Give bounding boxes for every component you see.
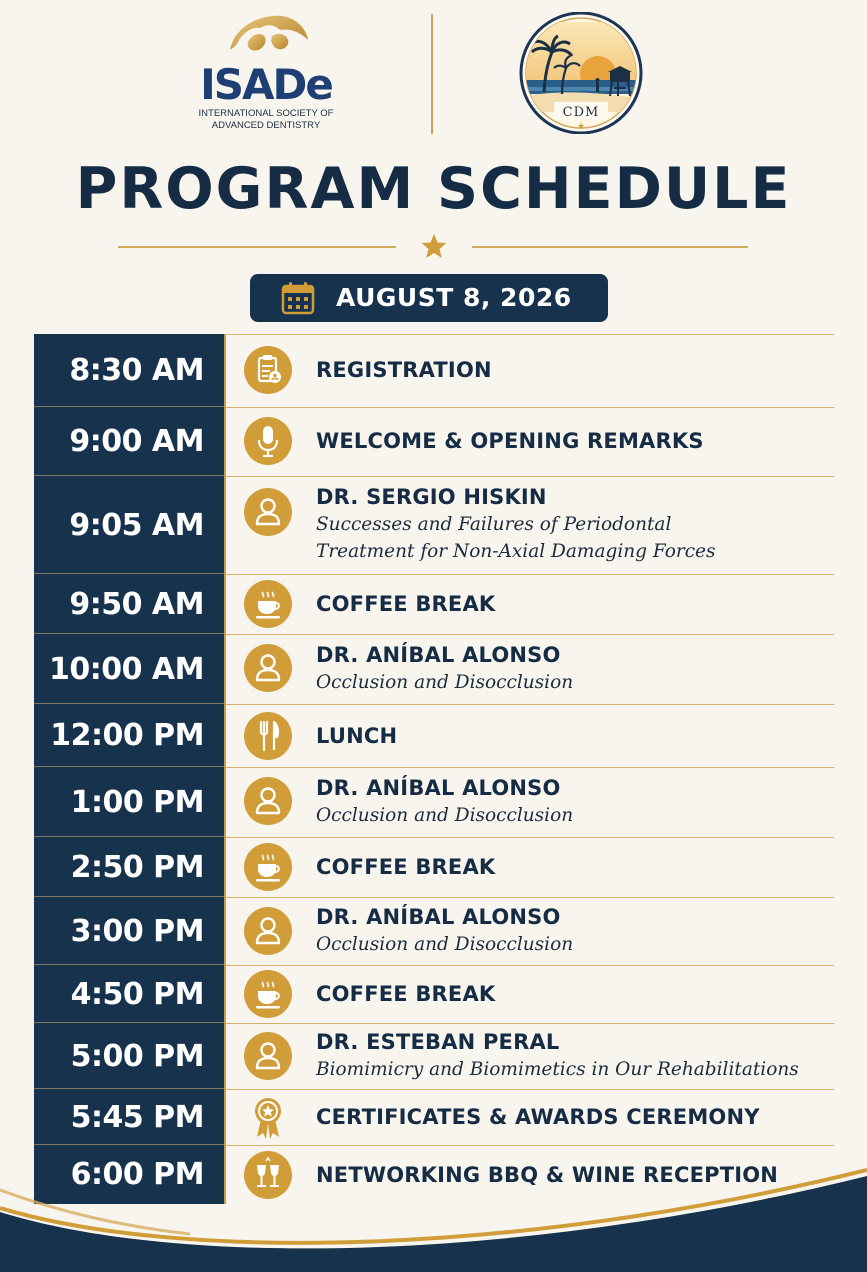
isade-brand: ISADe xyxy=(200,60,332,109)
schedule-row xyxy=(34,767,834,837)
coffee-icon xyxy=(244,580,292,628)
isade-subtitle xyxy=(186,108,346,132)
time-label: 5:00 PM xyxy=(70,1038,204,1074)
schedule-row xyxy=(34,965,834,1023)
footer-wave xyxy=(0,1150,867,1272)
date-label: AUGUST 8, 2026 xyxy=(336,283,572,312)
time-cell xyxy=(34,897,224,965)
schedule-row xyxy=(34,897,834,965)
event-text xyxy=(316,722,826,750)
event-subtitle-line2: Treatment for Non-Axial Damaging Forces xyxy=(316,541,716,562)
isade-subtitle-line1: INTERNATIONAL SOCIETY OF xyxy=(198,108,334,119)
event-subtitle: Successes and Failures of Periodontal xyxy=(316,514,672,535)
time-cell xyxy=(34,965,224,1023)
event-title: REGISTRATION xyxy=(316,358,492,382)
event-text xyxy=(316,590,826,618)
globe-icon xyxy=(224,12,310,58)
schedule-row xyxy=(34,476,834,574)
isade-logo xyxy=(186,12,346,132)
event-subtitle: Occlusion and Disocclusion xyxy=(316,934,574,955)
schedule-table xyxy=(34,334,834,1204)
time-label: 9:50 AM xyxy=(69,586,204,622)
time-edge xyxy=(224,634,226,704)
schedule-row xyxy=(34,334,834,407)
event-text xyxy=(316,641,826,696)
coffee-icon xyxy=(244,843,292,891)
beach-sunset-icon xyxy=(518,12,644,134)
time-cell xyxy=(34,574,224,634)
time-edge xyxy=(224,1089,226,1145)
time-edge xyxy=(224,704,226,767)
time-label: 10:00 AM xyxy=(48,651,204,687)
header xyxy=(0,0,867,140)
schedule-row xyxy=(34,407,834,476)
event-text xyxy=(316,1103,826,1131)
time-label: 3:00 PM xyxy=(70,913,204,949)
event-title: DR. ANÍBAL ALONSO xyxy=(316,643,561,667)
time-edge xyxy=(224,334,226,407)
time-cell xyxy=(34,1023,224,1089)
time-label: 6:00 PM xyxy=(70,1157,204,1192)
event-text xyxy=(316,427,826,455)
time-edge xyxy=(224,407,226,476)
microphone-icon xyxy=(244,417,292,465)
time-cell xyxy=(34,476,224,574)
schedule-row xyxy=(34,1023,834,1089)
event-subtitle: Occlusion and Disocclusion xyxy=(316,805,574,826)
event-title: NETWORKING BBQ & WINE RECEPTION xyxy=(316,1163,779,1187)
award-ribbon-icon xyxy=(248,1093,288,1141)
isade-subtitle-line2: ADVANCED DENTISTRY xyxy=(211,120,321,131)
person-icon xyxy=(244,907,292,955)
time-edge xyxy=(224,767,226,837)
event-text xyxy=(316,356,826,384)
time-cell xyxy=(34,334,224,407)
time-label: 8:30 AM xyxy=(69,353,204,388)
ornament-line-left xyxy=(118,246,396,248)
cdm-logo xyxy=(518,12,644,138)
time-edge xyxy=(224,574,226,634)
fork-knife-icon xyxy=(244,712,292,760)
event-text xyxy=(316,483,826,565)
page-title: PROGRAM SCHEDULE xyxy=(75,156,792,222)
schedule-row xyxy=(34,574,834,634)
event-title: LUNCH xyxy=(316,724,398,748)
calendar-icon xyxy=(280,280,316,316)
event-text xyxy=(316,774,826,829)
ornament-line-right xyxy=(472,246,748,248)
time-cell xyxy=(34,407,224,476)
event-text xyxy=(316,853,826,881)
event-text xyxy=(316,980,826,1008)
clipboard-icon xyxy=(244,346,292,394)
isade-wordmark xyxy=(186,60,346,109)
person-icon xyxy=(244,777,292,825)
time-cell xyxy=(34,634,224,704)
star-icon xyxy=(420,232,448,260)
time-cell xyxy=(34,1089,224,1145)
event-title: CERTIFICATES & AWARDS CEREMONY xyxy=(316,1105,760,1129)
event-title: WELCOME & OPENING REMARKS xyxy=(316,429,704,453)
person-icon xyxy=(244,1032,292,1080)
time-label: 2:50 PM xyxy=(70,849,204,885)
time-label: 5:45 PM xyxy=(70,1099,204,1135)
time-edge xyxy=(224,837,226,897)
event-text xyxy=(316,903,826,958)
person-icon xyxy=(244,644,292,692)
time-cell xyxy=(34,837,224,897)
event-title: COFFEE BREAK xyxy=(316,855,496,879)
event-subtitle: Occlusion and Disocclusion xyxy=(316,672,574,693)
event-title: DR. ANÍBAL ALONSO xyxy=(316,776,561,800)
event-title: COFFEE BREAK xyxy=(316,982,496,1006)
coffee-icon xyxy=(244,970,292,1018)
svg-text:★: ★ xyxy=(576,122,586,132)
event-text xyxy=(316,1028,826,1083)
schedule-row xyxy=(34,837,834,897)
time-label: 4:50 PM xyxy=(70,976,204,1012)
time-label: 12:00 PM xyxy=(50,718,204,753)
cdm-label: CDM xyxy=(562,105,600,120)
schedule-row xyxy=(34,704,834,767)
time-edge xyxy=(224,965,226,1023)
person-icon xyxy=(244,488,292,536)
time-cell xyxy=(34,704,224,767)
event-title: DR. ESTEBAN PERAL xyxy=(316,1030,560,1054)
event-title: DR. SERGIO HISKIN xyxy=(316,485,547,509)
header-divider xyxy=(431,14,433,134)
event-title: COFFEE BREAK xyxy=(316,592,496,616)
date-badge xyxy=(250,274,608,322)
schedule-row xyxy=(34,634,834,704)
time-cell xyxy=(34,767,224,837)
time-label: 9:05 AM xyxy=(69,507,204,543)
event-title: DR. ANÍBAL ALONSO xyxy=(316,905,561,929)
time-label: 9:00 AM xyxy=(69,424,204,459)
time-edge xyxy=(224,1023,226,1089)
time-label: 1:00 PM xyxy=(70,784,204,820)
schedule-row xyxy=(34,1089,834,1145)
event-subtitle: Biomimicry and Biomimetics in Our Rehabilitations xyxy=(316,1059,799,1080)
time-edge xyxy=(224,897,226,965)
time-edge xyxy=(224,476,226,574)
